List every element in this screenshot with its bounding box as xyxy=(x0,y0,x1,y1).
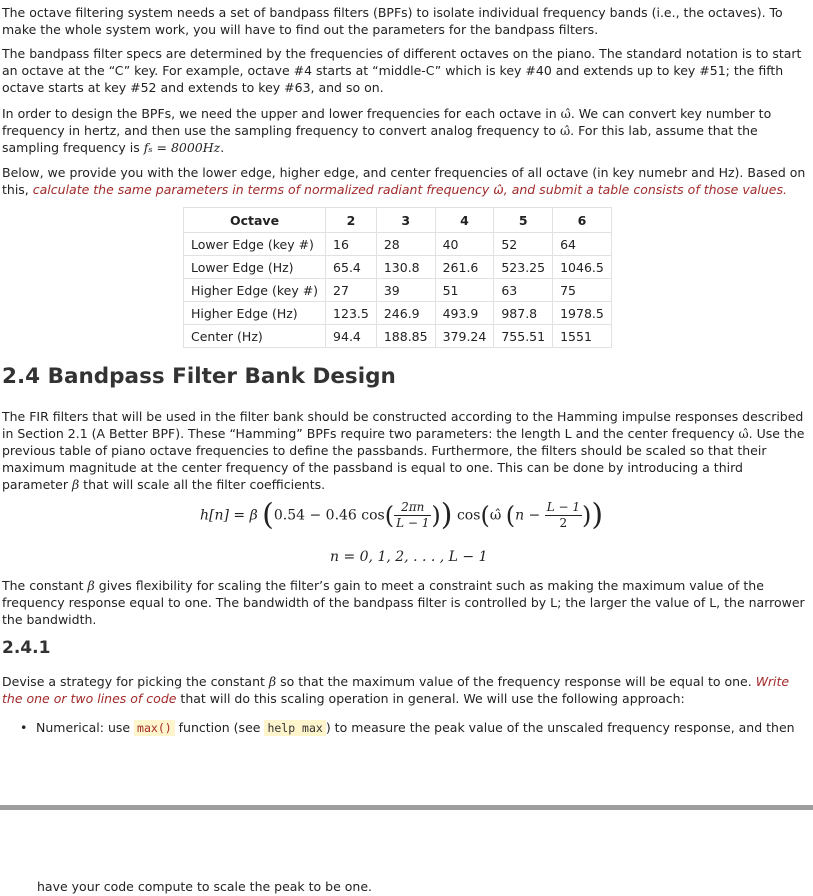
table-cell: 987.8 xyxy=(494,302,553,325)
assignment-instruction: Write the one or two lines of code xyxy=(2,674,790,706)
table-cell: Center (Hz) xyxy=(184,325,326,348)
table-cell: 64 xyxy=(553,233,612,256)
text-span: The constant xyxy=(2,578,88,593)
list-item xyxy=(20,719,800,737)
fir-filter-paragraph xyxy=(2,408,808,493)
intro-paragraph: The octave filtering system needs a set of bandpass filters (BPFs) to isolate individual frequency bands (i.e., the octaves). To make the whole system work, you will have to find out the parameters for the bandpass filters. xyxy=(2,5,783,37)
table-cell: 39 xyxy=(376,279,435,302)
table-cell: 27 xyxy=(326,279,377,302)
table-cell: 123.5 xyxy=(326,302,377,325)
text-span: that will do this scaling operation in general. We will use the following approach: xyxy=(176,691,685,706)
table-row xyxy=(184,233,612,256)
table-cell: 379.24 xyxy=(435,325,494,348)
paren-close: ) xyxy=(591,497,604,533)
inline-code-max: max() xyxy=(134,720,175,736)
table-cell: 523.25 xyxy=(494,256,553,279)
text-span: Below, we provide you with the lower edge, higher edge, and center frequencies of all octave (in key numebr and Hz). Based on this, xyxy=(2,165,806,197)
table-header-row xyxy=(184,208,612,233)
table-cell: Lower Edge (key #) xyxy=(184,233,326,256)
table-cell: 51 xyxy=(435,279,494,302)
beta-symbol: β xyxy=(87,578,95,593)
text-span: ) to measure the peak value of the unscaled frequency response, and then xyxy=(325,720,795,735)
table-cell: 130.8 xyxy=(376,256,435,279)
table-header-cell: 5 xyxy=(494,208,553,233)
text-span: function (see xyxy=(174,720,265,735)
text-span: so that the maximum value of the frequency response will be equal to one. xyxy=(276,674,756,689)
fraction-numerator: L − 1 xyxy=(546,500,581,514)
table-cell: Higher Edge (Hz) xyxy=(184,302,326,325)
paren-open: ( xyxy=(262,497,274,533)
table-row xyxy=(184,302,612,325)
assignment-instruction: calculate the same parameters in terms of normalized radiant frequency ω̂, and submit a table consists of those values. xyxy=(32,182,787,197)
text-span: . xyxy=(220,140,225,155)
fraction-numerator: 2πn xyxy=(394,500,431,516)
table-header-cell: 6 xyxy=(553,208,612,233)
paren-open: ( xyxy=(505,501,516,530)
table-row xyxy=(184,256,612,279)
fraction-denominator: L − 1 xyxy=(396,516,430,530)
frequency-conversion-paragraph xyxy=(2,105,808,156)
table-cell: 493.9 xyxy=(435,302,494,325)
paren-close: ) xyxy=(582,501,592,530)
table-cell: 94.4 xyxy=(326,325,377,348)
text-span: . Use the previous table of piano octave frequencies to define the passbands. Furthermore, the filters should be scaled so that their maximum magnitude at the center frequency of the passband is equal to one. This can be done by introducing a third parameter xyxy=(2,426,805,492)
text-span: Devise a strategy for picking the constant xyxy=(2,674,269,689)
table-cell: 246.9 xyxy=(376,302,435,325)
paren-open: ( xyxy=(384,501,395,530)
text-span: . For this lab, assume that the sampling frequency is xyxy=(2,123,758,155)
table-cell: 1551 xyxy=(553,325,612,348)
text-span: that will scale all the filter coefficients. xyxy=(79,477,326,492)
table-cell: 52 xyxy=(494,233,553,256)
omega-hat-symbol: ω̂ xyxy=(489,507,502,524)
table-cell: 261.6 xyxy=(435,256,494,279)
page-divider xyxy=(0,805,813,810)
table-cell: 755.51 xyxy=(494,325,553,348)
table-cell: 65.4 xyxy=(326,256,377,279)
table-row xyxy=(184,279,612,302)
strategy-paragraph xyxy=(2,673,808,707)
paren-open: ( xyxy=(480,501,490,530)
table-cell: Higher Edge (key #) xyxy=(184,279,326,302)
equation-lhs: h[n] = β xyxy=(200,507,258,524)
text-span: . We can convert key number to frequency in hertz, and then use the sampling frequency to convert analog frequency to xyxy=(2,106,772,138)
table-cell: Lower Edge (Hz) xyxy=(184,256,326,279)
sampling-frequency-math: fₛ = 8000Hz xyxy=(143,140,221,155)
table-header-cell: 4 xyxy=(435,208,494,233)
omega-hat-symbol: ω̂ xyxy=(559,123,571,138)
table-cell: 63 xyxy=(494,279,553,302)
continuation-text: have your code compute to scale the peak to be one. xyxy=(37,879,373,894)
fraction-denominator: 2 xyxy=(559,516,568,530)
equation-n-minus: n − xyxy=(515,507,541,524)
table-header-cell: 3 xyxy=(376,208,435,233)
subsection-heading: 2.4.1 xyxy=(2,638,51,658)
beta-symbol: β xyxy=(71,477,80,492)
hamming-equation xyxy=(200,497,604,533)
table-cell: 1046.5 xyxy=(553,256,612,279)
fraction-l-minus-1-over-2 xyxy=(545,500,582,531)
table-cell: 1978.5 xyxy=(553,302,612,325)
approach-list xyxy=(20,719,800,737)
octave-spec-paragraph: The bandpass filter specs are determined by the frequencies of different octaves on the piano. The standard notation is to start an octave at the “C” key. For example, octave #4 starts at “middle-C” which is key #40 and extends up to key #51; the fifth octave starts at key #52 and extends to key #63, and so on. xyxy=(2,46,802,95)
table-cell: 28 xyxy=(376,233,435,256)
table-cell: 188.85 xyxy=(376,325,435,348)
beta-explanation-paragraph xyxy=(2,577,808,628)
paren-close: ) xyxy=(431,501,441,530)
inline-code-help-max: help max xyxy=(264,720,325,736)
omega-hat-symbol: ω̂ xyxy=(560,106,571,121)
text-span: In order to design the BPFs, we need the upper and lower frequencies for each octave in xyxy=(2,106,561,121)
text-span: Numerical: use xyxy=(36,720,135,735)
table-row xyxy=(184,325,612,348)
table-intro-paragraph xyxy=(2,164,808,198)
table-header-cell: 2 xyxy=(326,208,377,233)
table-cell: 40 xyxy=(435,233,494,256)
equation-cos: cos xyxy=(456,507,481,524)
fraction-2pin-over-l xyxy=(394,500,431,531)
paren-close: ) xyxy=(440,497,453,533)
beta-symbol: β xyxy=(268,674,277,689)
omega-hat-symbol: ω̂ xyxy=(738,426,749,441)
equation-hamming-term: 0.54 − 0.46 cos xyxy=(273,507,385,524)
table-cell: 16 xyxy=(326,233,377,256)
octave-table xyxy=(183,207,612,348)
table-cell: 75 xyxy=(553,279,612,302)
section-heading: 2.4 Bandpass Filter Bank Design xyxy=(2,364,396,389)
text-span: gives flexibility for scaling the filter’s gain to meet a constraint such as making the maximum value of the frequency response equal to one. The bandwidth of the bandpass filter is controlled by L; the larger the value of L, the narrower the bandwidth. xyxy=(2,578,805,627)
index-range-equation: n = 0, 1, 2, . . . , L − 1 xyxy=(330,549,488,565)
table-header-cell: Octave xyxy=(184,208,326,233)
text-span: The FIR filters that will be used in the filter bank should be constructed according to the Hamming impulse responses described in Section 2.1 (A Better BPF). These “Hamming” BPFs require two parameters: the length L and the center frequency xyxy=(2,409,804,441)
